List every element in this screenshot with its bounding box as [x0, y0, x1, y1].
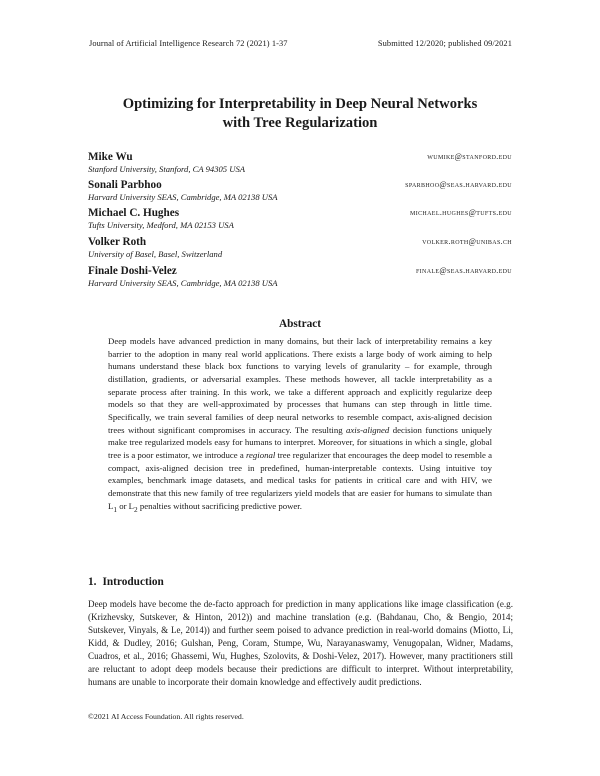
author-name: Mike Wu — [88, 151, 133, 163]
emphasis-axis-aligned: axis-aligned — [346, 424, 390, 435]
abstract-heading: Abstract — [278, 318, 322, 330]
author-block — [88, 151, 512, 177]
title-line-1: Optimizing for Interpretability in Deep Neural Networks — [122, 96, 478, 112]
author-email[interactable]: sparbhoo@seas.harvard.edu — [405, 180, 512, 189]
author-email[interactable]: finale@seas.harvard.edu — [415, 266, 512, 275]
copyright-footer: ©2021 AI Access Foundation. All rights reserved. — [88, 712, 244, 721]
author-block — [88, 179, 512, 205]
section-title: Introduction — [102, 576, 164, 588]
author-name: Sonali Parbhoo — [88, 179, 162, 191]
author-email[interactable]: michael.hughes@tufts.edu — [410, 208, 512, 217]
author-affiliation: Harvard University SEAS, Cambridge, MA 02138 USA — [88, 192, 278, 202]
author-name: Volker Roth — [88, 236, 147, 248]
author-affiliation: Stanford University, Stanford, CA 94305 USA — [88, 164, 245, 174]
author-email[interactable]: volker.roth@unibas.ch — [422, 237, 512, 246]
author-affiliation: Tufts University, Medford, MA 02153 USA — [88, 220, 234, 230]
title-line-2: with Tree Regularization — [222, 115, 378, 131]
emphasis-regional: regional — [245, 449, 276, 460]
paper-title — [60, 95, 540, 133]
author-affiliation: University of Basel, Basel, Switzerland — [88, 249, 223, 259]
submission-dates: Submitted 12/2020; published 09/2021 — [377, 39, 512, 48]
introduction-paragraph: Deep models have become the de-facto approach for prediction in many applications like image classification (e.g. (Krizhevsky, Sutskever, & Hinton, 2012)) and machine translation (e.g. (Bahdanau, Cho, & Bengio, 2014; Sutskever, Vinyals, & Le, 2014)) and further seem poised to advance prediction in real-world domains (Miotto, Li, Kidd, & Dudley, 2016; Gulshan, Peng, Coram, Stumpe, Wu, Narayanaswamy, Venugopalan, Widner, Madams, Cuadros, et al., 2016; Ghassemi, Wu, Hughes, Szolovits, & Doshi-Velez, 2017). However, many practitioners still are reluctant to adopt deep models because their predictions are difficult to interpret. Without interpretability, humans are unable to incorporate their domain knowledge and effectively audit predictions. — [88, 599, 513, 687]
author-block — [88, 236, 512, 262]
section-heading — [88, 576, 164, 588]
journal-header: Journal of Artificial Intelligence Research 72 (2021) 1-37 — [89, 39, 288, 48]
author-email[interactable]: wumike@stanford.edu — [427, 152, 512, 161]
author-block — [88, 265, 512, 291]
author-affiliation: Harvard University SEAS, Cambridge, MA 02138 USA — [88, 278, 278, 288]
author-name: Finale Doshi-Velez — [88, 265, 177, 277]
author-block — [88, 207, 512, 233]
abstract-text: Deep models have advanced prediction in many domains, but their lack of interpretability remains a key barrier to the adoption in many real world applications. There exists a large body of work aiming to help humans understand these black box functions to varying levels of granularity – for example, through distillation, gradients, or adversarial examples. These methods however, all tackle interpretability as a separate process after training. In this work, we take a different approach and explicitly regularize deep models so that they are well-approximated by processes that humans can step through in little time. Specifically, we train several families of deep neural networks to resemble compact, axis-aligned decision trees without significant compromises in accuracy. The resulting axis-aligned decision functions uniquely make tree regularized models easy for humans to interpret. Moreover, for situations in which a single, global tree is a poor estimator, we introduce a regional tree regularizer that encourages the deep model to resemble a compact, axis-aligned decision tree in predefined, human-interpretable contexts. Using intuitive toy examples, benchmark image datasets, and medical tasks for patients in critical care and with HIV, we demonstrate that this new family of tree regularizers yield models that are easier for humans to simulate than $L_1$ or $L_2$ penalties without sacrificing predictive power. — [108, 336, 492, 514]
section-number: 1. — [88, 576, 97, 588]
author-name: Michael C. Hughes — [88, 207, 180, 219]
